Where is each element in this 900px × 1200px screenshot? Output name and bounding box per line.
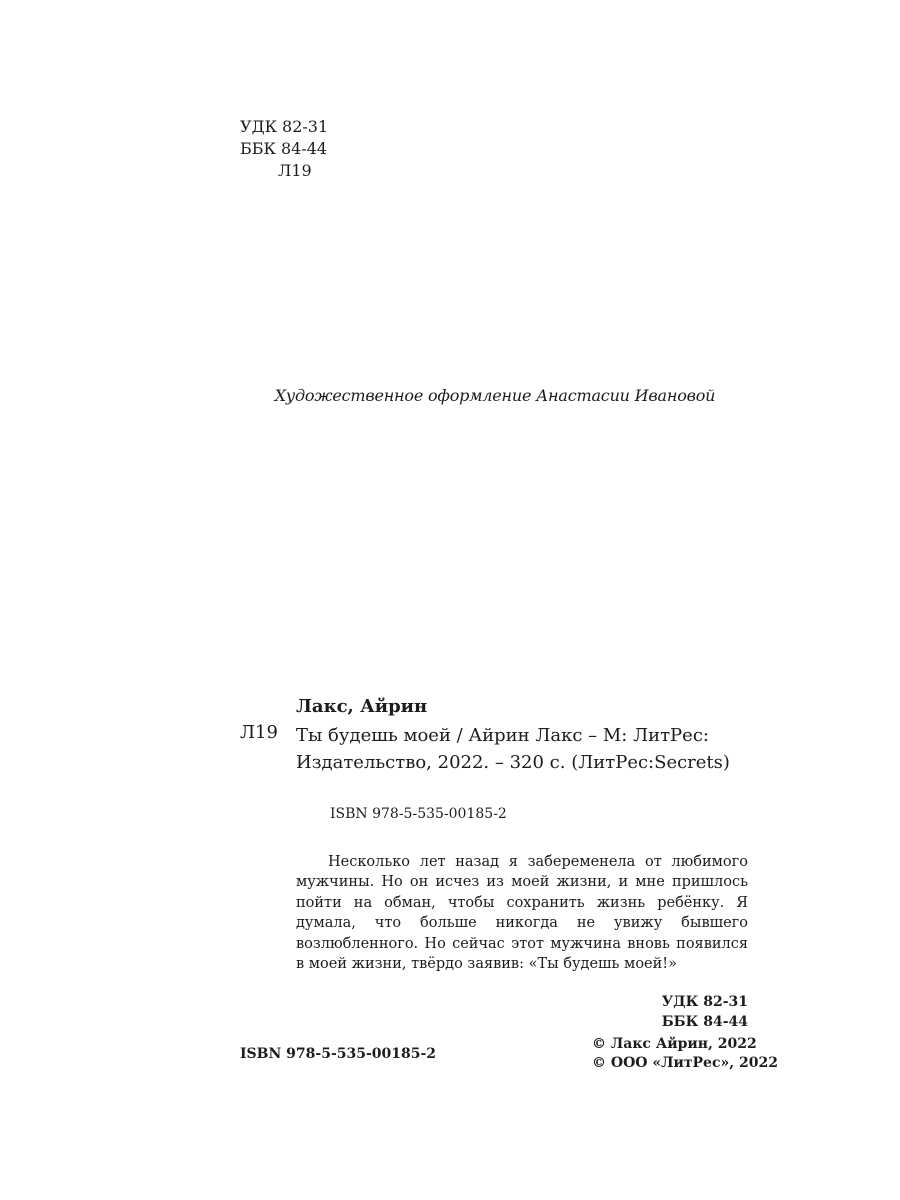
design-credit: Художественное оформление Анастасии Ивановой [274, 386, 716, 405]
record-line-1: Ты будешь моей / Айрин Лакс – М: ЛитРес: [296, 725, 709, 746]
copyright-publisher: © ООО «ЛитРес», 2022 [592, 1055, 778, 1071]
record-description [296, 722, 730, 776]
record-line-2: Издательство, 2022. – 320 с. (ЛитРес:Secrets) [296, 752, 730, 773]
udk-code: УДК 82-31 [240, 117, 329, 136]
right-udk-code: УДК 82-31 [661, 994, 748, 1010]
isbn-inline: ISBN 978-5-535-00185-2 [330, 806, 507, 822]
author-mark: Л19 [278, 161, 312, 180]
record-code: Л19 [240, 722, 278, 743]
record-author: Лакс, Айрин [296, 696, 428, 717]
annotation-paragraph: Несколько лет назад я забеременела от любимого мужчины. Но он исчез из моей жизни, и мне пришлось пойти на обман, чтобы сохранить жизнь ребёнку. Я думала, что больше никогда не увижу бывшего возлюбленного. Но сейчас этот мужчина вновь появился в моей жизни, твёрдо заявив: «Ты будешь моей!» [296, 854, 748, 973]
copyright-author: © Лакс Айрин, 2022 [592, 1036, 757, 1052]
isbn-bottom: ISBN 978-5-535-00185-2 [240, 1046, 437, 1062]
right-bbk-code: ББК 84-44 [661, 1014, 748, 1030]
bbk-code: ББК 84-44 [240, 139, 328, 158]
